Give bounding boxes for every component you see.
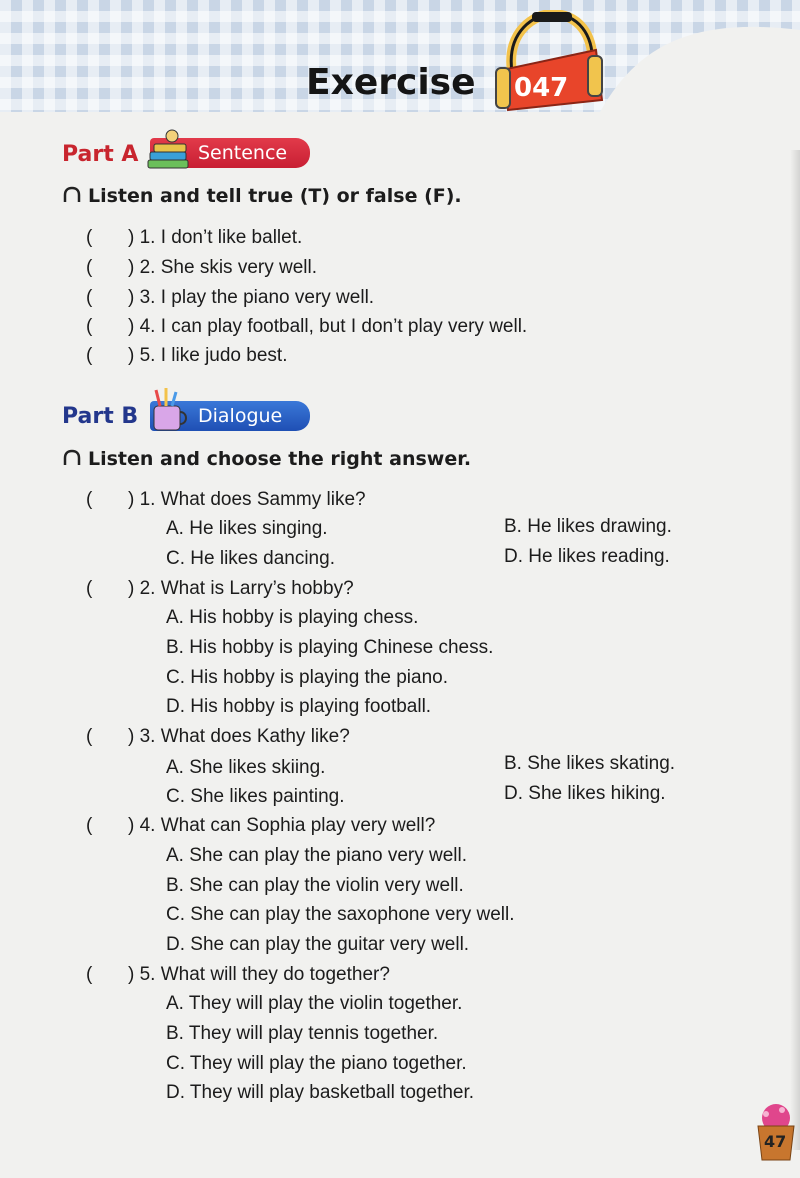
option: B. They will play tennis together. xyxy=(166,1023,439,1044)
list-item: ) 3. I play the piano very well. xyxy=(128,287,375,308)
option: B. She likes skating. xyxy=(504,753,676,774)
list-item: ) 1. I don’t like ballet. xyxy=(128,227,303,248)
option: B. He likes drawing. xyxy=(504,516,672,537)
books-icon xyxy=(146,124,194,172)
question: ) 2. What is Larry’s hobby? xyxy=(128,578,354,599)
part-b-label: Part B xyxy=(62,404,139,429)
option: D. She likes hiking. xyxy=(504,783,666,804)
list-item: ) 4. I can play football, but I don’t play very well. xyxy=(128,316,528,337)
part-a-instruction xyxy=(62,185,462,207)
page-title: Exercise xyxy=(306,62,476,103)
headphones-icon xyxy=(62,449,82,467)
question: ) 3. What does Kathy like? xyxy=(128,726,350,747)
list-item: ) 2. She skis very well. xyxy=(128,257,317,278)
part-b-instruction xyxy=(62,448,471,470)
answer-paren[interactable]: ( xyxy=(86,489,93,510)
question: ) 5. What will they do together? xyxy=(128,964,390,985)
page-number: 47 xyxy=(764,1132,787,1151)
option: C. They will play the piano together. xyxy=(166,1053,467,1074)
option: D. She can play the guitar very well. xyxy=(166,934,470,955)
pencil-cup-icon xyxy=(146,386,192,434)
option: C. She can play the saxophone very well. xyxy=(166,904,515,925)
question: ) 1. What does Sammy like? xyxy=(128,489,366,510)
option: D. He likes reading. xyxy=(504,546,670,567)
part-b-instruction-text: Listen and choose the right answer. xyxy=(88,448,472,470)
answer-paren[interactable]: ( xyxy=(86,316,93,337)
option: A. He likes singing. xyxy=(166,518,328,539)
svg-text:047: 047 xyxy=(514,73,569,103)
answer-paren[interactable]: ( xyxy=(86,345,93,366)
option: D. They will play basketball together. xyxy=(166,1082,475,1103)
part-b-tag: Dialogue xyxy=(150,401,310,431)
answer-paren[interactable]: ( xyxy=(86,287,93,308)
option: A. She likes skiing. xyxy=(166,757,326,778)
part-a-instruction-text: Listen and tell true (T) or false (F). xyxy=(88,185,462,207)
option: C. She likes painting. xyxy=(166,786,345,807)
option: D. His hobby is playing football. xyxy=(166,696,432,717)
answer-paren[interactable]: ( xyxy=(86,964,93,985)
answer-paren[interactable]: ( xyxy=(86,227,93,248)
option: C. His hobby is playing the piano. xyxy=(166,667,448,688)
answer-paren[interactable]: ( xyxy=(86,815,93,836)
answer-paren[interactable]: ( xyxy=(86,257,93,278)
option: A. They will play the violin together. xyxy=(166,993,463,1014)
option: B. She can play the violin very well. xyxy=(166,875,464,896)
answer-paren[interactable]: ( xyxy=(86,726,93,747)
part-a-label: Part A xyxy=(62,142,139,167)
option: A. She can play the piano very well. xyxy=(166,845,468,866)
answer-paren[interactable]: ( xyxy=(86,578,93,599)
headphone-badge-icon xyxy=(492,10,607,120)
part-a-tag: Sentence xyxy=(150,138,310,168)
page-edge-shadow xyxy=(790,150,800,1150)
option: A. His hobby is playing chess. xyxy=(166,607,419,628)
list-item: ) 5. I like judo best. xyxy=(128,345,288,366)
option: C. He likes dancing. xyxy=(166,548,335,569)
option: B. His hobby is playing Chinese chess. xyxy=(166,637,494,658)
question: ) 4. What can Sophia play very well? xyxy=(128,815,436,836)
headphones-icon xyxy=(62,186,82,204)
